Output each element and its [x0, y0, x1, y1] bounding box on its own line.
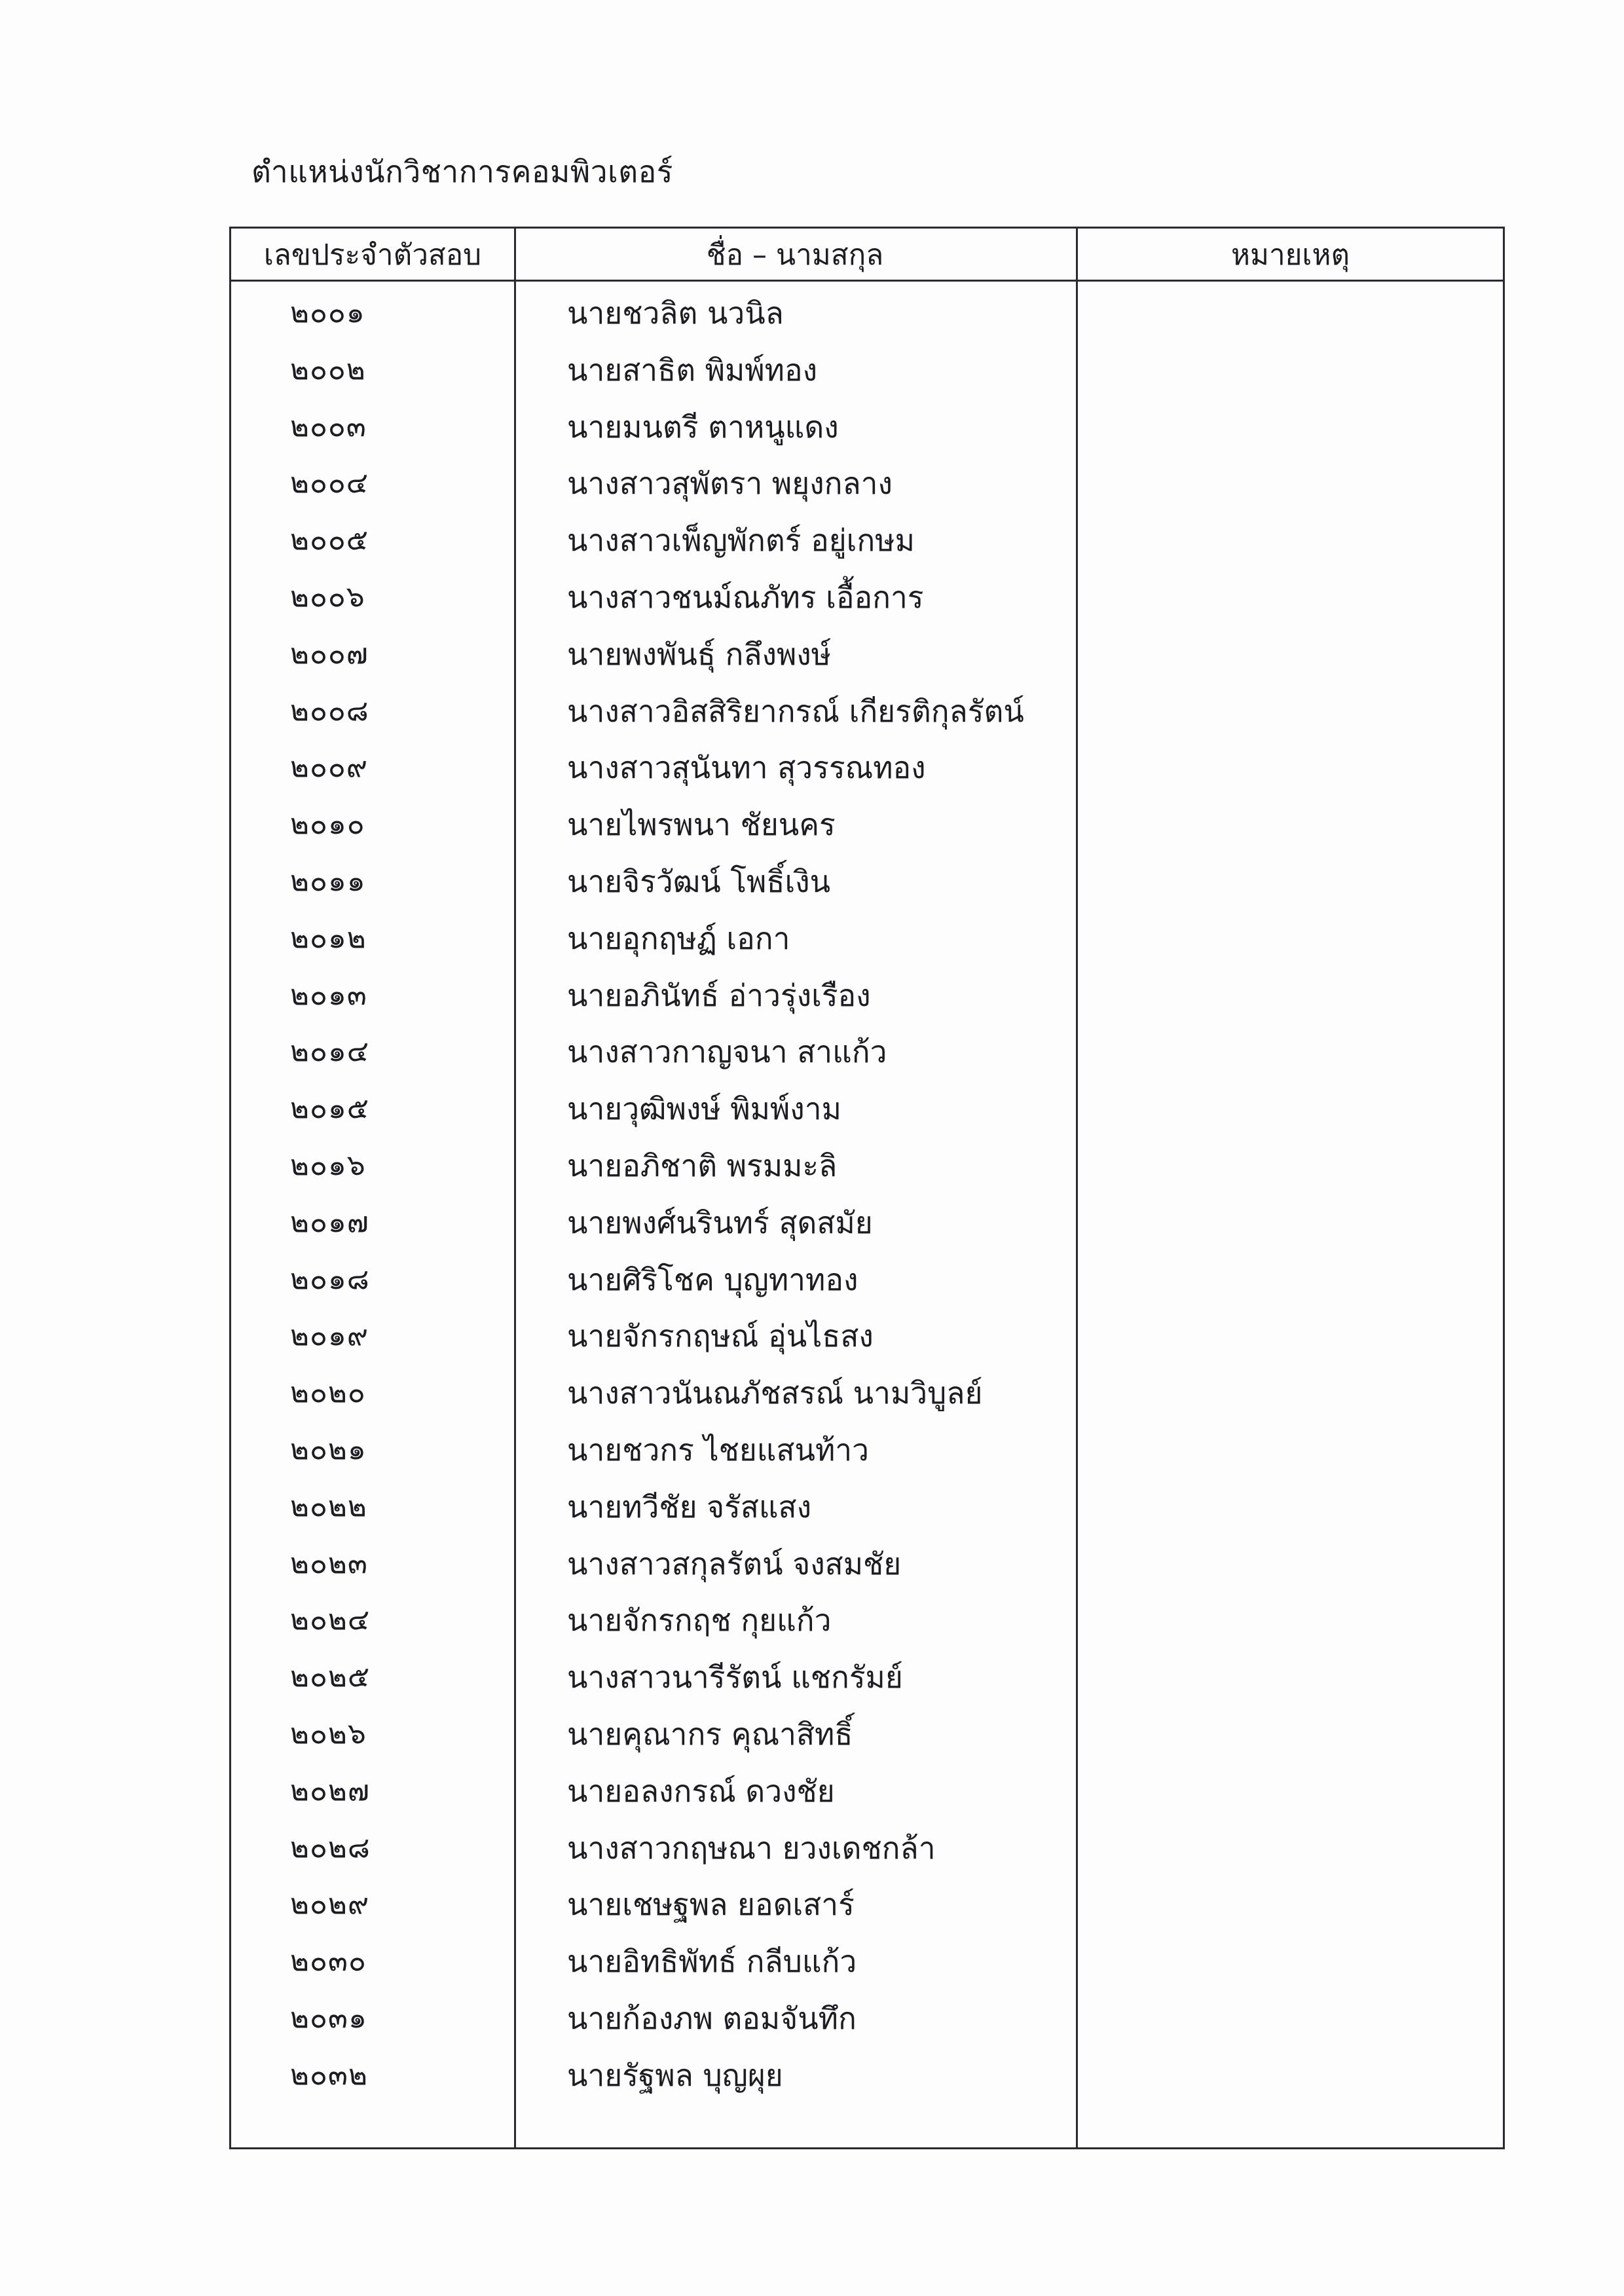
exam-id-cell: ๒๐๓๐	[290, 1944, 367, 1978]
exam-id-cell: ๒๐๐๓	[290, 409, 367, 443]
table-row	[231, 1365, 1503, 1422]
exam-id-cell: ๒๐๐๘	[290, 694, 369, 728]
page-title: ตำแหน่งนักวิชาการคอมพิวเตอร์	[251, 154, 673, 189]
exam-id-cell: ๒๐๑๖	[290, 1148, 366, 1182]
remarks-cell	[1079, 739, 1498, 796]
remarks-cell	[1079, 1081, 1498, 1138]
remarks-cell	[1079, 1763, 1498, 1820]
table-row	[231, 399, 1503, 456]
full-name-cell: นายจักรกฤษณ์ อุ่นไธสง	[567, 1318, 874, 1354]
exam-id-cell: ๒๐๒๔	[290, 1603, 371, 1637]
exam-id-cell: ๒๐๒๑	[290, 1432, 367, 1466]
full-name-cell: นายชวลิต นวนิล	[567, 295, 784, 331]
exam-id-cell: ๒๐๑๕	[290, 1092, 370, 1126]
full-name-cell: นายอภิชาติ พรมมะลิ	[567, 1147, 838, 1183]
table-row	[231, 342, 1503, 399]
full-name-cell: นายทวีชัย จรัสแสง	[567, 1489, 812, 1525]
table-row	[231, 1479, 1503, 1536]
remarks-cell	[1079, 796, 1498, 853]
table-row	[231, 1649, 1503, 1706]
exam-id-cell: ๒๐๒๐	[290, 1376, 366, 1410]
remarks-cell	[1079, 1138, 1498, 1194]
full-name-cell: นายชวกร ไชยแสนท้าว	[567, 1432, 869, 1468]
table-row	[231, 1422, 1503, 1479]
table-row	[231, 455, 1503, 512]
table-row	[231, 910, 1503, 967]
header-full-name: ชื่อ – นามสกุล	[706, 238, 884, 272]
remarks-cell	[1079, 626, 1498, 683]
remarks-cell	[1079, 1649, 1498, 1706]
table-row	[231, 569, 1503, 626]
exam-id-cell: ๒๐๑๐	[290, 807, 365, 842]
table-row	[231, 512, 1503, 569]
exam-id-cell: ๒๐๐๗	[290, 637, 369, 671]
exam-id-cell: ๒๐๑๓	[290, 978, 367, 1012]
remarks-cell	[1079, 1251, 1498, 1308]
remarks-cell	[1079, 853, 1498, 910]
table-row	[231, 626, 1503, 683]
remarks-cell	[1079, 910, 1498, 967]
table-row	[231, 1138, 1503, 1194]
exam-id-cell: ๒๐๑๔	[290, 1035, 370, 1069]
table-row	[231, 853, 1503, 910]
table-row	[231, 1251, 1503, 1308]
exam-id-cell: ๒๐๐๒	[290, 352, 366, 386]
exam-id-cell: ๒๐๑๒	[290, 921, 367, 955]
full-name-cell: นางสาวสุนันทา สุวรรณทอง	[567, 750, 926, 786]
table-row	[231, 1081, 1503, 1138]
exam-id-cell: ๒๐๐๕	[290, 523, 369, 557]
table-row	[231, 683, 1503, 740]
remarks-cell	[1079, 1024, 1498, 1081]
full-name-cell: นางสาวกฤษณา ยวงเดชกล้า	[567, 1830, 936, 1866]
full-name-cell: นายศิริโชค บุญทาทอง	[567, 1261, 858, 1297]
full-name-cell: นายเชษฐพล ยอดเสาร์	[567, 1887, 855, 1923]
exam-id-cell: ๒๐๒๙	[290, 1887, 370, 1921]
table-row	[231, 1194, 1503, 1251]
table-row	[231, 1536, 1503, 1593]
remarks-cell	[1079, 1933, 1498, 1990]
table-row	[231, 739, 1503, 796]
exam-id-cell: ๒๐๑๗	[290, 1205, 369, 1239]
full-name-cell: นายสาธิต พิมพ์ทอง	[567, 352, 818, 388]
remarks-cell	[1079, 1990, 1498, 2047]
table-body	[231, 285, 1503, 2104]
full-name-cell: นายพงพันธุ์ กลึงพงษ์	[567, 636, 832, 672]
remarks-cell	[1079, 1194, 1498, 1251]
full-name-cell: นายอุกฤษฏ์ เอกา	[567, 920, 790, 956]
exam-id-cell: ๒๐๒๗	[290, 1773, 370, 1807]
full-name-cell: นางสาวนารีรัตน์ แชกรัมย์	[567, 1659, 903, 1695]
full-name-cell: นายไพรพนา ชัยนคร	[567, 807, 836, 843]
table-row	[231, 1820, 1503, 1877]
remarks-cell	[1079, 683, 1498, 740]
full-name-cell: นายคุณากร คุณาสิทธิ์	[567, 1716, 853, 1752]
full-name-cell: นายอลงกรณ์ ดวงชัย	[567, 1773, 835, 1809]
table-row	[231, 1876, 1503, 1933]
full-name-cell: นางสาวสกุลรัตน์ จงสมชัย	[567, 1546, 902, 1582]
exam-id-cell: ๒๐๑๑	[290, 864, 366, 898]
full-name-cell: นายจักรกฤช กุยแก้ว	[567, 1602, 832, 1639]
table-row	[231, 285, 1503, 342]
full-name-cell: นายก้องภพ ตอมจันทึก	[567, 2000, 857, 2036]
full-name-cell: นายรัฐพล บุญผุย	[567, 2057, 783, 2093]
full-name-cell: นายวุฒิพงษ์ พิมพ์งาม	[567, 1091, 841, 1127]
remarks-cell	[1079, 399, 1498, 456]
table-row	[231, 1706, 1503, 1763]
exam-id-cell: ๒๐๐๙	[290, 750, 368, 785]
remarks-cell	[1079, 1422, 1498, 1479]
exam-id-cell: ๒๐๐๑	[290, 296, 365, 329]
exam-id-cell: ๒๐๓๒	[290, 2058, 368, 2092]
remarks-cell	[1079, 512, 1498, 569]
exam-id-cell: ๒๐๒๘	[290, 1830, 371, 1864]
table-row	[231, 1763, 1503, 1820]
remarks-cell	[1079, 455, 1498, 512]
remarks-cell	[1079, 1479, 1498, 1536]
exam-id-cell: ๒๐๑๙	[290, 1319, 369, 1353]
remarks-cell	[1079, 1820, 1498, 1877]
full-name-cell: นางสาวสุพัตรา พยุงกลาง	[567, 466, 893, 502]
header-divider	[231, 280, 1503, 282]
exam-id-cell: ๒๐๐๖	[290, 580, 365, 614]
table-row	[231, 1990, 1503, 2047]
full-name-cell: นางสาวนันณภัชสรณ์ นามวิบูลย์	[567, 1375, 983, 1411]
exam-id-cell: ๒๐๓๑	[290, 2001, 367, 2035]
full-name-cell: นายอภินัทธ์ อ่าวรุ่งเรือง	[567, 977, 871, 1013]
remarks-cell	[1079, 285, 1498, 342]
exam-id-cell: ๒๐๒๓	[290, 1546, 368, 1580]
remarks-cell	[1079, 1876, 1498, 1933]
full-name-cell: นางสาวอิสสิริยากรณ์ เกียรติกุลรัตน์	[567, 693, 1024, 729]
remarks-cell	[1079, 1308, 1498, 1365]
table-row	[231, 1592, 1503, 1649]
exam-id-cell: ๒๐๒๒	[290, 1489, 367, 1523]
header-exam-id: เลขประจำตัวสอบ	[263, 238, 482, 272]
exam-id-cell: ๒๐๒๕	[290, 1660, 371, 1694]
remarks-cell	[1079, 342, 1498, 399]
table-row	[231, 1933, 1503, 1990]
full-name-cell: นายมนตรี ตาหนูแดง	[567, 409, 839, 445]
header-remarks: หมายเหตุ	[1230, 238, 1350, 272]
table-row	[231, 1024, 1503, 1081]
full-name-cell: นางสาวกาญจนา สาแก้ว	[567, 1034, 887, 1070]
remarks-cell	[1079, 1365, 1498, 1422]
remarks-cell	[1079, 1592, 1498, 1649]
remarks-cell	[1079, 569, 1498, 626]
full-name-cell: นางสาวเพ็ญพักตร์ อยู่เกษม	[567, 523, 915, 559]
candidate-table	[229, 227, 1505, 2149]
table-row	[231, 2047, 1503, 2104]
exam-id-cell: ๒๐๒๖	[290, 1716, 367, 1750]
full-name-cell: นายอิทธิพัทธ์ กลีบแก้ว	[567, 1944, 857, 1980]
table-row	[231, 967, 1503, 1024]
remarks-cell	[1079, 1706, 1498, 1763]
full-name-cell: นายพงศ์นรินทร์ สุดสมัย	[567, 1204, 873, 1240]
full-name-cell: นางสาวชนม์ณภัทร เอื้อการ	[567, 579, 924, 615]
remarks-cell	[1079, 967, 1498, 1024]
exam-id-cell: ๒๐๐๔	[290, 466, 369, 500]
full-name-cell: นายจิรวัฒน์ โพธิ์เงิน	[567, 863, 831, 899]
table-row	[231, 1308, 1503, 1365]
remarks-cell	[1079, 2047, 1498, 2104]
remarks-cell	[1079, 1536, 1498, 1593]
table-row	[231, 796, 1503, 853]
exam-id-cell: ๒๐๑๘	[290, 1262, 370, 1296]
